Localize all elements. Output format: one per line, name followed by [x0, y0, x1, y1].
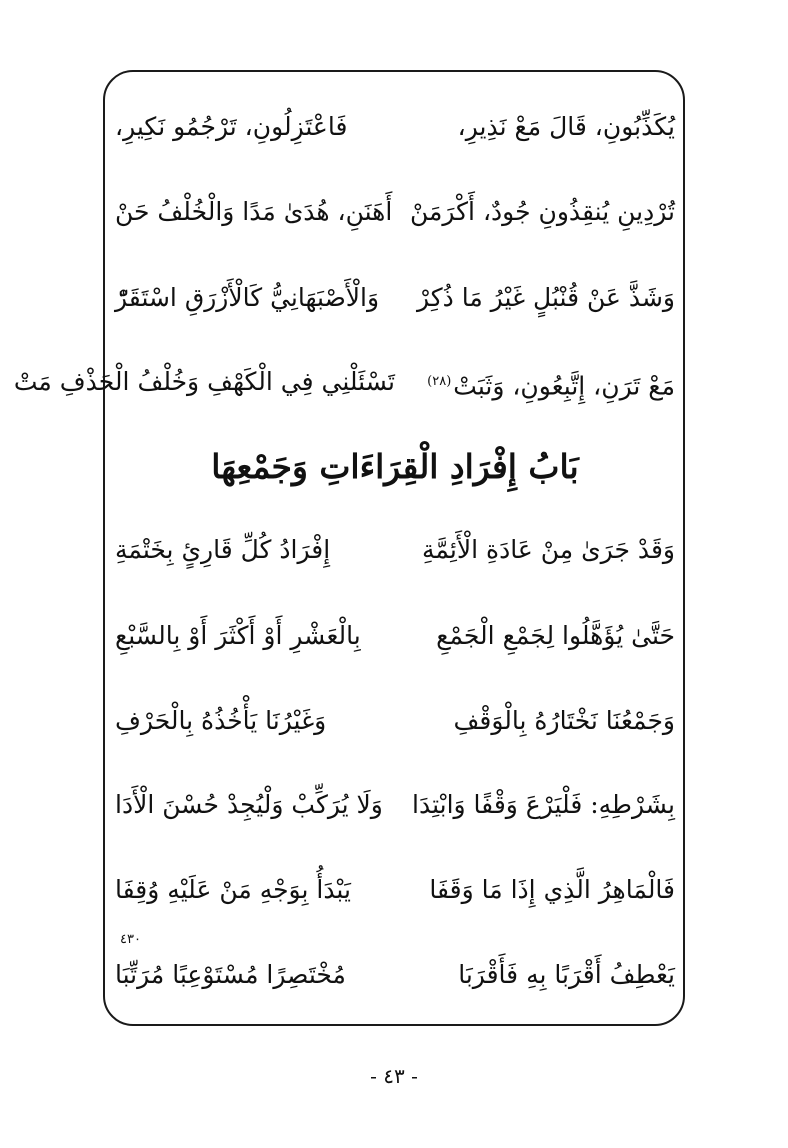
verse-first-hemistich: حَتَّىٰ يُؤَهَّلُوا لِجَمْعِ الْجَمْعِ	[436, 621, 675, 650]
verse-second-hemistich: وَلَا يُرَكِّبْ وَلْيُجِدْ حُسْنَ الْأَدَا	[115, 790, 383, 819]
verse-line	[115, 606, 675, 666]
verse-line	[115, 97, 675, 157]
verse-first-hemistich: فَالْمَاهِرُ الَّذِي إِذَا مَا وَقَفَا	[429, 875, 675, 904]
verse-second-hemistich: إِفْرَادُ كُلِّ قَارِئٍ بِخَتْمَةِ	[115, 535, 331, 564]
verse-line	[115, 691, 675, 751]
footnote-marker: (٢٨)	[427, 374, 452, 389]
verse-first-hemistich: وَشَذَّ عَنْ قُنْبُلٍ غَيْرُ مَا ذُكِرْ	[416, 283, 675, 312]
verse-second-hemistich: وَغَيْرُنَا يَأْخُذُهُ بِالْحَرْفِ	[115, 706, 327, 735]
verse-second-hemistich: بِالْعَشْرِ أَوْ أَكْثَرَ أَوْ بِالسَّبْعِ	[115, 621, 361, 650]
verse-line	[115, 775, 675, 835]
verse-line	[115, 182, 675, 242]
verse-first-hemistich: وَقَدْ جَرَىٰ مِنْ عَادَةِ الْأَئِمَّةِ	[422, 535, 675, 564]
verse-second-hemistich: مُخْتَصِرًا مُسْتَوْعِبًا مُرَتِّبَا	[115, 960, 346, 989]
verse-second-hemistich: يَبْدَأُ بِوَجْهِ مَنْ عَلَيْهِ وُقِفَا	[115, 875, 351, 904]
verse-second-hemistich: أَهَنَنِ، هُدَىٰ مَدًا وَالْخُلْفُ حَنْ	[115, 197, 393, 226]
verse-line	[115, 945, 675, 1005]
verse-line	[115, 860, 675, 920]
verse-first-hemistich: يَعْطِفُ أَقْرَبًا بِهِ فَأَقْرَبَا	[458, 960, 675, 989]
verse-second-hemistich: وَالْأَصْبَهَانِيُّ كَالْأَزْرَقِ اسْتَقَرّْ	[115, 283, 380, 312]
verse-line	[115, 520, 675, 580]
verse-first-hemistich: بِشَرْطِهِ: فَلْيَرْعَ وَقْفًا وَابْتِدَا	[412, 790, 675, 819]
chapter-heading: بَابُ إِفْرَادِ الْقِرَاءَاتِ وَجَمْعِهَا	[211, 447, 579, 486]
verse-first-hemistich: وَجَمْعُنَا نَخْتَارُهُ بِالْوَقْفِ	[453, 706, 675, 735]
verse-first-hemistich	[405, 352, 675, 416]
verse-line	[13, 352, 675, 412]
page-number: - ٤٣ -	[370, 1064, 418, 1088]
verse-line	[115, 268, 675, 328]
verse-second-hemistich: فَاعْتَزِلُونِ، تَرْجُمُو نَكِيرِ،	[115, 112, 348, 141]
verse-first-hemistich: تُرْدِينِ يُنقِذُونِ جُودٌ، أَكْرَمَنْ	[409, 197, 675, 226]
verse-first-hemistich: يُكَذِّبُونِ، قَالَ مَعْ نَذِيرِ،	[457, 112, 675, 141]
verse-number: ٤٣٠	[120, 932, 141, 947]
verse-text: مَعْ تَرَنِ، إِتَّبِعُونِ، وَثَبَتْ	[453, 371, 675, 401]
verse-second-hemistich: تَسْئَلْنِي فِي الْكَهْفِ وَخُلْفُ الْحَذْفِ مَتْ	[13, 367, 395, 396]
